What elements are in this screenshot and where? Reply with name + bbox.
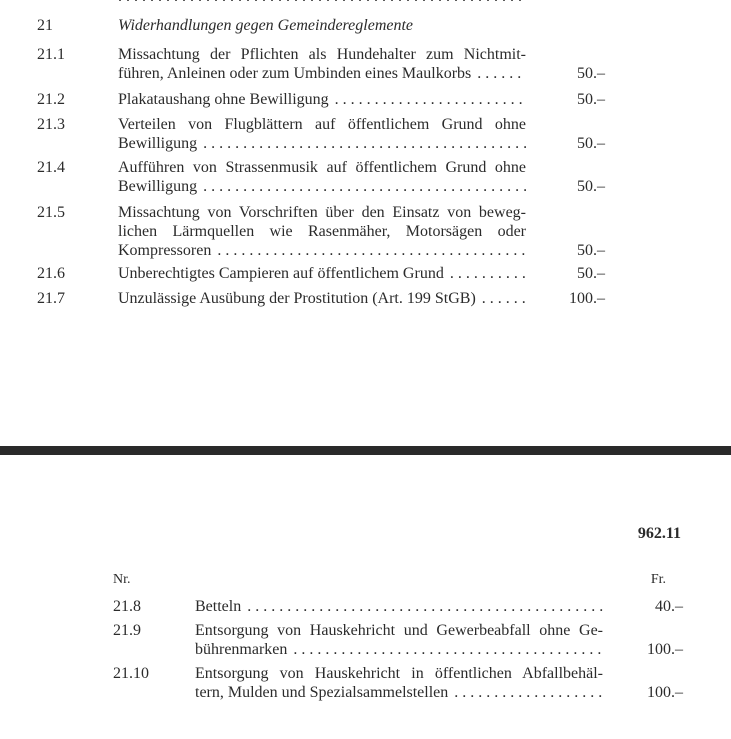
item-amount: 50.– xyxy=(577,135,605,152)
item-text xyxy=(118,289,526,308)
dot-leader xyxy=(477,64,526,83)
dot-leader xyxy=(335,90,526,109)
item-number: 21.2 xyxy=(37,91,65,108)
item-text-content: Bewilligung xyxy=(118,135,198,152)
dot-leader xyxy=(247,597,603,616)
item-text-content: Bewilligung xyxy=(118,178,198,195)
item-amount: 100.– xyxy=(647,641,683,658)
item-text-line xyxy=(195,621,603,640)
item-amount: 100.– xyxy=(569,290,605,307)
item-number: 21.10 xyxy=(113,665,149,682)
item-number: 21.5 xyxy=(37,204,65,221)
item-text-content: Aufführen von Strassenmusik auf öffentlichem Grund ohne xyxy=(118,159,526,176)
item-text-line xyxy=(195,664,603,683)
item-amount: 50.– xyxy=(577,65,605,82)
item-text-content: Missachtung der Pflichten als Hundehalter zum Nichtmit- xyxy=(118,46,526,63)
item-text-line xyxy=(118,203,526,222)
item-number: 21.6 xyxy=(37,265,65,282)
item-text-line xyxy=(118,241,526,260)
item-number: 21.7 xyxy=(37,290,65,307)
item-amount: 50.– xyxy=(577,178,605,195)
item-text xyxy=(118,90,526,109)
dot-leader xyxy=(203,134,526,153)
item-text-line xyxy=(195,683,603,702)
item-number: 21.4 xyxy=(37,159,65,176)
item-text-line xyxy=(118,158,526,177)
item-text-line xyxy=(118,289,526,308)
column-header-nr: Nr. xyxy=(113,572,131,587)
item-text-content: Plakataushang ohne Bewilligung xyxy=(118,91,329,108)
dot-leader xyxy=(454,683,603,702)
dot-leader xyxy=(482,289,526,308)
item-amount: 100.– xyxy=(647,684,683,701)
item-text xyxy=(118,203,526,260)
item-text-content: Verteilen von Flugblättern auf öffentlichem Grund ohne xyxy=(118,116,526,133)
item-text-line xyxy=(195,640,603,659)
item-text-content: Entsorgung von Hauskehricht in öffentlichen Abfallbehäl- xyxy=(195,665,603,682)
item-amount: 50.– xyxy=(577,265,605,282)
item-amount: 40.– xyxy=(655,598,683,615)
item-text-content: Betteln xyxy=(195,598,242,615)
item-text-content: lichen Lärmquellen wie Rasenmäher, Motorsägen oder xyxy=(118,223,526,240)
section-number: 21 xyxy=(37,17,53,34)
dot-leader xyxy=(203,177,526,196)
item-text-line xyxy=(118,64,526,83)
item-amount: 50.– xyxy=(577,242,605,259)
item-number: 21.9 xyxy=(113,622,141,639)
item-text xyxy=(118,158,526,196)
item-text xyxy=(118,264,526,283)
item-amount: 50.– xyxy=(577,91,605,108)
cut-off-line xyxy=(118,0,526,7)
item-text xyxy=(118,115,526,153)
item-text-line xyxy=(118,90,526,109)
item-number: 21.1 xyxy=(37,46,65,63)
column-header-fr: Fr. xyxy=(650,572,666,587)
dot-leader xyxy=(217,241,526,260)
item-text-line xyxy=(118,115,526,134)
item-text-content: Unberechtigtes Campieren auf öffentlichem Grund xyxy=(118,265,444,282)
item-text-line xyxy=(195,597,603,616)
item-text-content: Entsorgung von Hauskehricht und Gewerbeabfall ohne Ge- xyxy=(195,622,603,639)
item-text-content: Missachtung von Vorschriften über den Einsatz von beweg- xyxy=(118,204,526,221)
dot-leader xyxy=(450,264,526,283)
item-text-content: tern, Mulden und Spezialsammelstellen xyxy=(195,684,449,701)
item-text-line xyxy=(118,222,526,241)
item-text xyxy=(195,621,603,659)
item-number: 21.3 xyxy=(37,116,65,133)
item-text-content: bührenmarken xyxy=(195,641,288,658)
item-text-content: Kompressoren xyxy=(118,242,212,259)
item-text-line xyxy=(118,177,526,196)
item-text-line xyxy=(118,45,526,64)
page-divider xyxy=(0,446,731,455)
page-number: 962.11 xyxy=(637,525,681,542)
item-text-content: führen, Anleinen oder zum Umbinden eines Maulkorbs xyxy=(118,65,472,82)
item-text-line xyxy=(118,264,526,283)
item-text xyxy=(195,597,603,616)
item-text xyxy=(195,664,603,702)
item-number: 21.8 xyxy=(113,598,141,615)
item-text xyxy=(118,45,526,83)
section-title: Widerhandlungen gegen Gemeindereglemente xyxy=(118,17,414,34)
item-text-line xyxy=(118,134,526,153)
dot-leader xyxy=(293,640,603,659)
item-text-content: Unzulässige Ausübung der Prostitution (Art. 199 StGB) xyxy=(118,290,476,307)
